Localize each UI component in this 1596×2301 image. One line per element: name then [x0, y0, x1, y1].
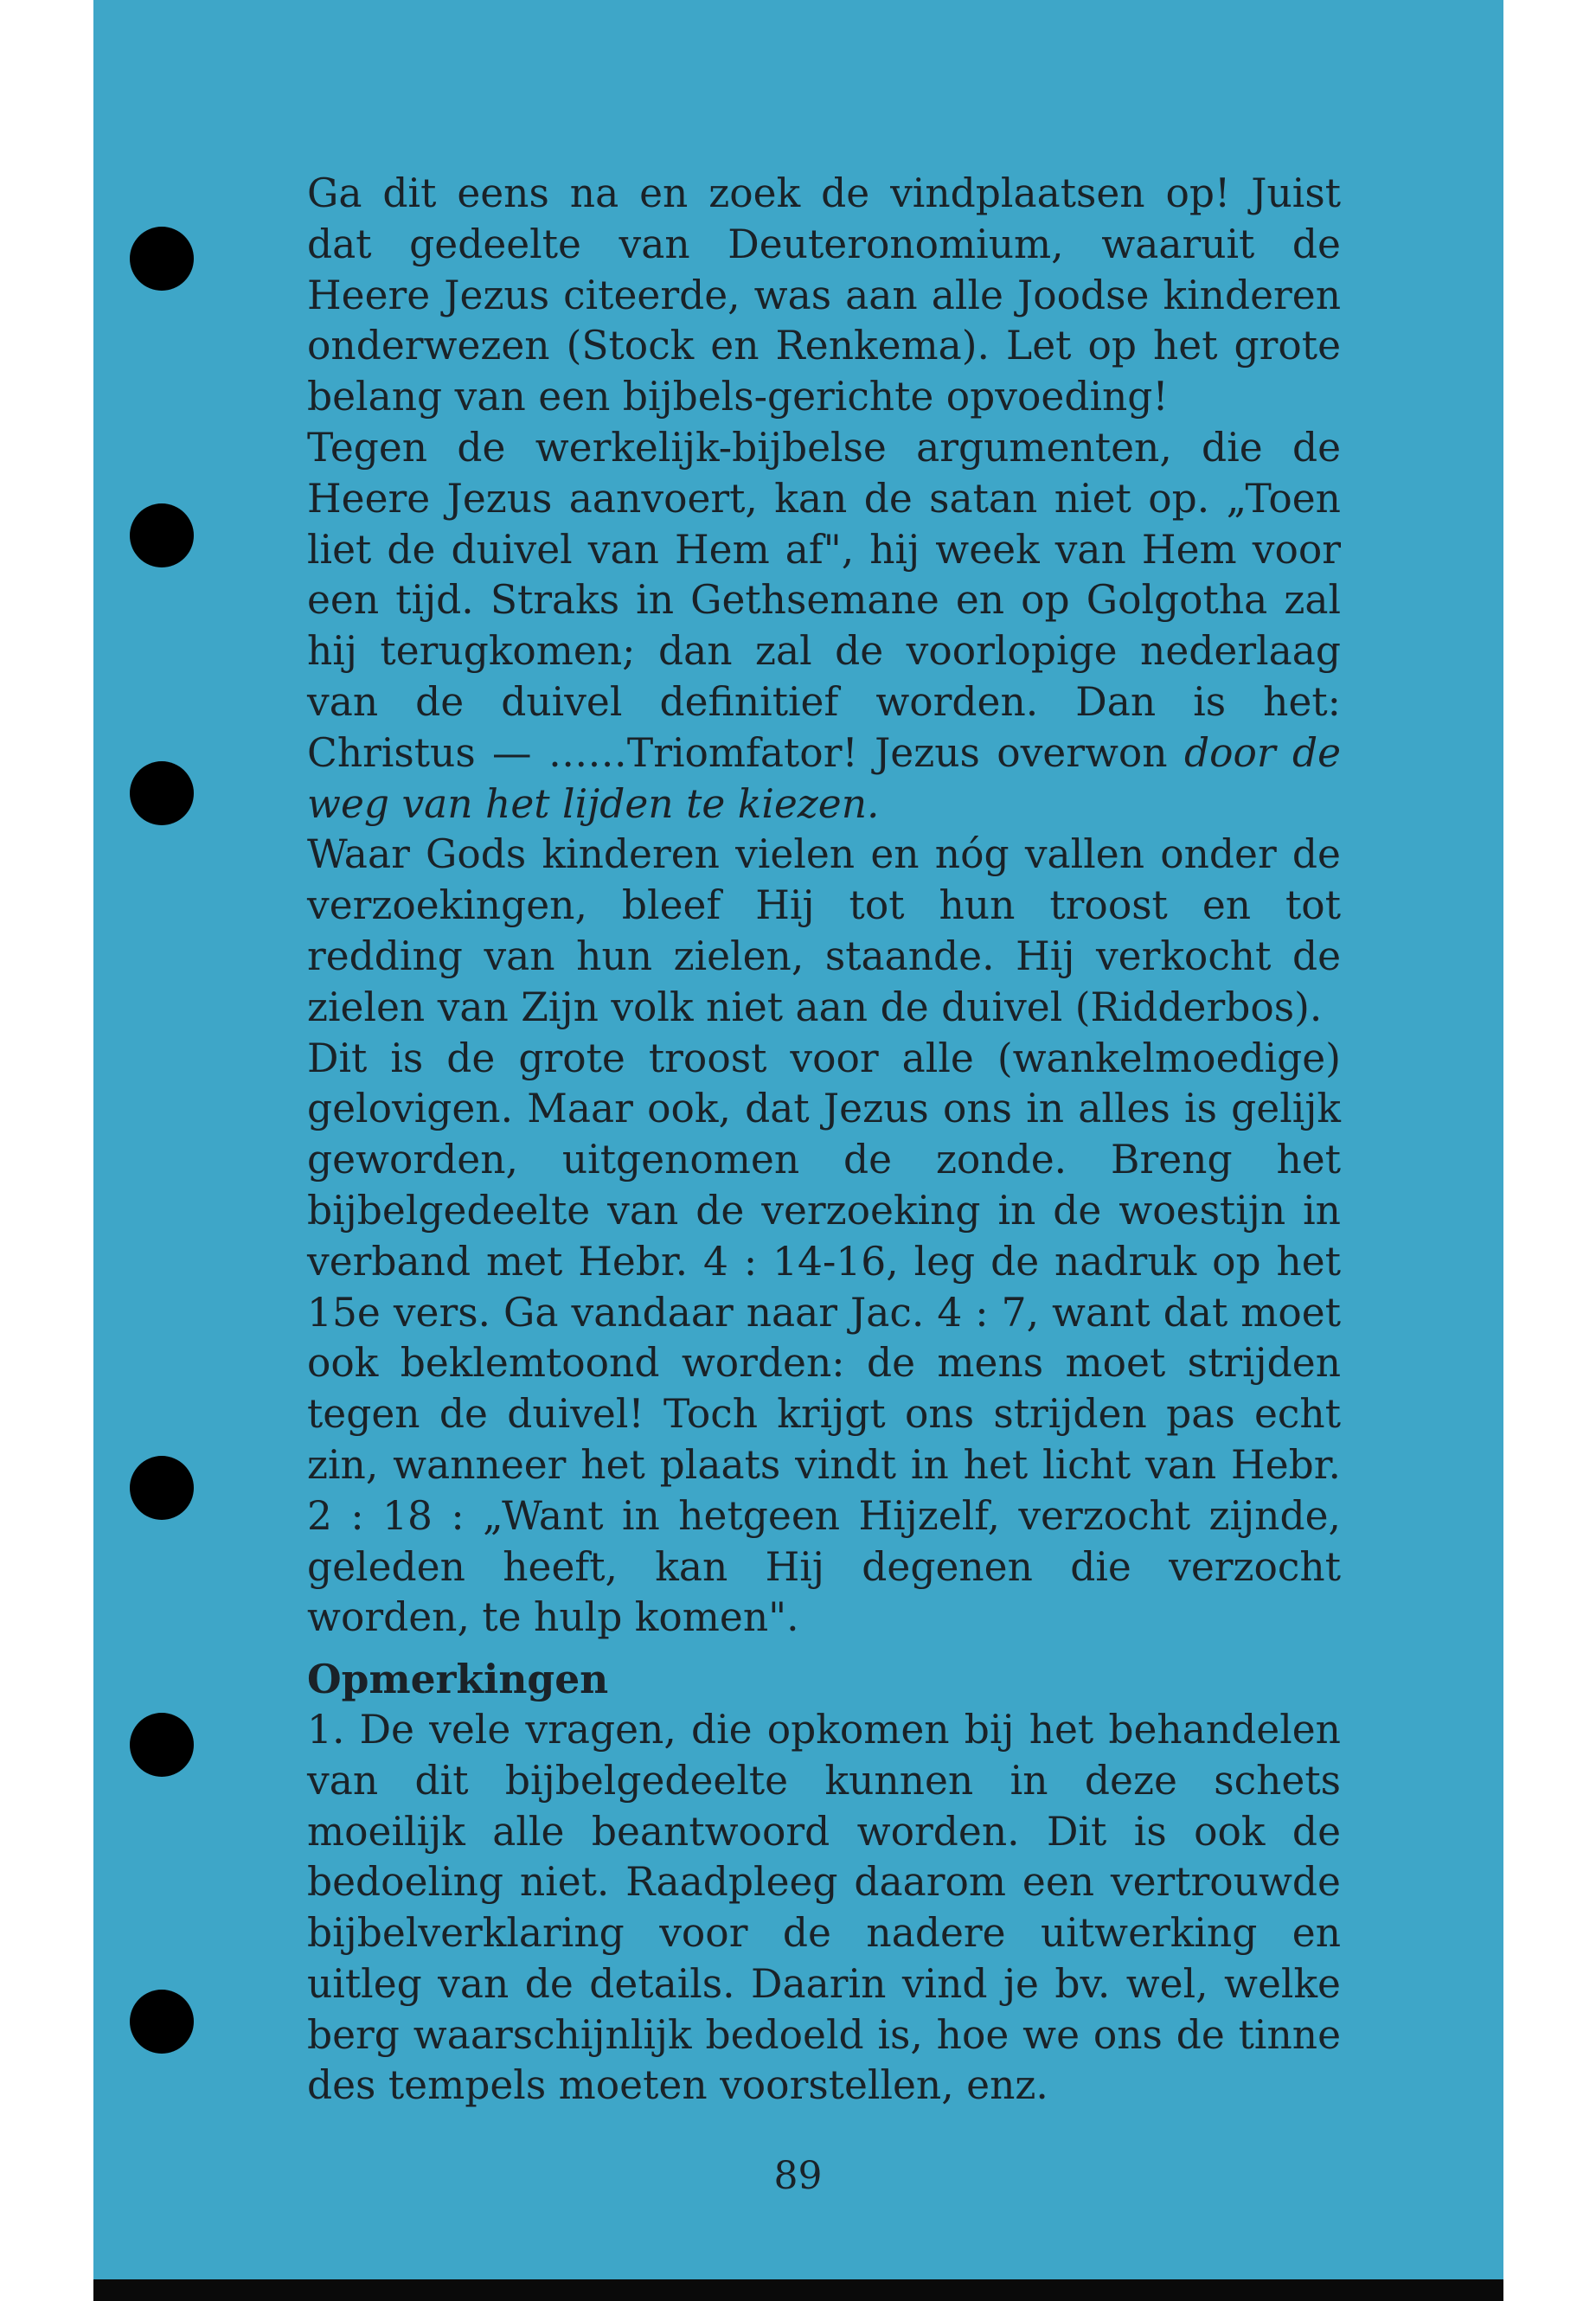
punch-hole: [130, 1990, 194, 2054]
italic-emphasis: door de weg van het lijden te kiezen.: [307, 729, 1341, 827]
body-text: [307, 169, 1341, 2112]
punch-hole: [130, 1456, 194, 1520]
paragraph: Ga dit eens na en zoek de vindplaatsen op! Juist dat gedeelte van Deuteronomium, waaruit de Heere Jezus citeerde, was aan alle Joodse kinderen onderwezen (Stock en Renkema). Let op het grote belang van een bijbels-gerichte opvoeding!: [307, 170, 1341, 420]
punch-hole: [130, 1713, 194, 1777]
paragraph-text: Tegen de werkelijk-bijbelse argumenten, die de Heere Jezus aanvoert, kan de satan niet op. „Toen liet de duivel van Hem af", hij week van Hem voor een tijd. Straks in Gethsemane en op Golgotha zal hij terugkomen; dan zal de voorlopige nederlaag van de duivel definitief worden. Dan is het: Christus — ……Triomfator! Jezus overwon: [307, 424, 1341, 776]
paragraph: Dit is de grote troost voor alle (wankelmoedige) gelovigen. Maar ook, dat Jezus ons in alles is gelijk geworden, uitgenomen de zonde. Breng het bijbelgedeelte van de verzoeking in de woestijn in verband met Hebr. 4 : 14-16, leg de nadruk op het 15e vers. Ga vandaar naar Jac. 4 : 7, want dat moet ook beklemtoond worden: de mens moet strijden tegen de duivel! Toch krijgt ons strijden pas echt zin, wanneer het plaats vindt in het licht van Hebr. 2 : 18 : „Want in hetgeen Hijzelf, verzocht zijnde, geleden heeft, kan Hij degenen die verzocht worden, te hulp komen".: [307, 1035, 1341, 1641]
punch-hole: [130, 761, 194, 825]
remark-paragraph: 1. De vele vragen, die opkomen bij het behandelen van dit bijbelgedeelte kunnen in deze schets moeilijk alle beantwoord worden. Dit is ook de bedoeling niet. Raadpleeg daarom een vertrouwde bijbelverklaring voor de nadere uitwerking en uitleg van de details. Daarin vind je bv. wel, welke berg waarschijnlijk bedoeld is, hoe we ons de tinne des tempels moeten voorstellen, enz.: [307, 1706, 1341, 2109]
punch-hole: [130, 227, 194, 291]
bottom-edge: [93, 2279, 1503, 2301]
paragraph: [307, 423, 1341, 830]
page-number: 89: [773, 2154, 823, 2198]
paragraph: Waar Gods kinderen vielen en nóg vallen onder de verzoekingen, bleef Hij tot hun troost en tot redding van hun zielen, staande. Hij verkocht de zielen van Zijn volk niet aan de duivel (Ridderbos).: [307, 831, 1341, 1030]
punch-hole: [130, 503, 194, 567]
section-heading: Opmerkingen: [307, 1656, 609, 1703]
